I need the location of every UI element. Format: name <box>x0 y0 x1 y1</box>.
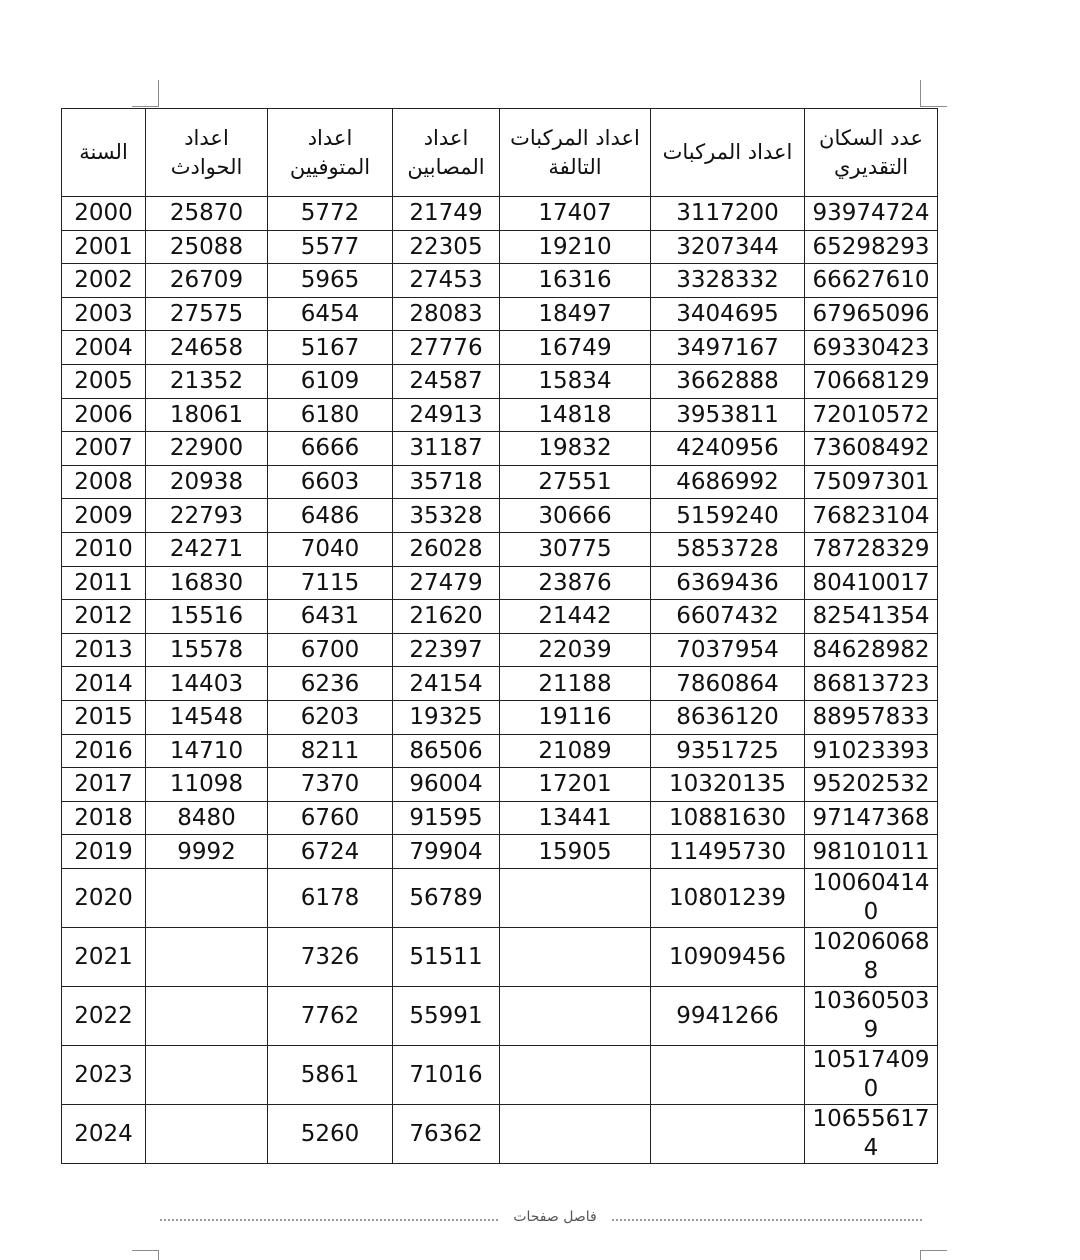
cell-vehicles: 10881630 <box>651 801 805 835</box>
cell-deaths: 6666 <box>268 432 393 466</box>
cell-damaged-vehicles <box>500 1045 651 1104</box>
cell-injuries: 79904 <box>393 835 500 869</box>
cell-damaged-vehicles: 16749 <box>500 331 651 365</box>
cell-damaged-vehicles: 19116 <box>500 700 651 734</box>
cell-year: 2002 <box>62 264 146 298</box>
table-row <box>62 667 938 701</box>
cell-injuries: 96004 <box>393 768 500 802</box>
cell-accidents <box>146 927 268 986</box>
cell-vehicles: 10909456 <box>651 927 805 986</box>
cell-damaged-vehicles: 19210 <box>500 230 651 264</box>
table-row <box>62 927 938 986</box>
cell-damaged-vehicles: 15834 <box>500 364 651 398</box>
cell-accidents <box>146 1104 268 1163</box>
cell-vehicles: 3404695 <box>651 297 805 331</box>
cell-injuries: 35718 <box>393 465 500 499</box>
cell-population: 84628982 <box>805 633 938 667</box>
cell-accidents <box>146 1045 268 1104</box>
cell-deaths: 6431 <box>268 600 393 634</box>
cell-accidents: 15516 <box>146 600 268 634</box>
cell-deaths: 6203 <box>268 700 393 734</box>
page-break-label: فاصل صفحات <box>500 1209 610 1225</box>
cell-accidents: 27575 <box>146 297 268 331</box>
cell-year: 2005 <box>62 364 146 398</box>
cell-vehicles <box>651 1045 805 1104</box>
cell-deaths: 5260 <box>268 1104 393 1163</box>
cell-accidents: 9992 <box>146 835 268 869</box>
cell-accidents: 11098 <box>146 768 268 802</box>
cell-population: 73608492 <box>805 432 938 466</box>
cell-year: 2017 <box>62 768 146 802</box>
cell-vehicles: 3953811 <box>651 398 805 432</box>
cell-year: 2016 <box>62 734 146 768</box>
cell-deaths: 7762 <box>268 986 393 1045</box>
table-row <box>62 566 938 600</box>
cell-year: 2004 <box>62 331 146 365</box>
cell-deaths: 5772 <box>268 197 393 231</box>
cell-year: 2011 <box>62 566 146 600</box>
cell-injuries: 27479 <box>393 566 500 600</box>
cell-accidents: 14403 <box>146 667 268 701</box>
cell-year: 2013 <box>62 633 146 667</box>
header-vehicles: اعداد المركبات <box>651 109 805 197</box>
cell-year: 2021 <box>62 927 146 986</box>
cell-accidents: 8480 <box>146 801 268 835</box>
cell-accidents: 22900 <box>146 432 268 466</box>
cell-damaged-vehicles: 17201 <box>500 768 651 802</box>
cell-population: 98101011 <box>805 835 938 869</box>
header-injuries: اعداد المصابين <box>393 109 500 197</box>
cell-deaths: 6724 <box>268 835 393 869</box>
cell-vehicles: 6369436 <box>651 566 805 600</box>
cell-damaged-vehicles: 30666 <box>500 499 651 533</box>
cell-deaths: 5861 <box>268 1045 393 1104</box>
cell-accidents: 26709 <box>146 264 268 298</box>
cell-damaged-vehicles: 22039 <box>500 633 651 667</box>
cell-year: 2015 <box>62 700 146 734</box>
crop-mark <box>920 1250 947 1251</box>
cell-accidents: 16830 <box>146 566 268 600</box>
cell-deaths: 6236 <box>268 667 393 701</box>
cell-injuries: 27776 <box>393 331 500 365</box>
cell-vehicles: 3497167 <box>651 331 805 365</box>
cell-deaths: 6178 <box>268 868 393 927</box>
cell-injuries: 55991 <box>393 986 500 1045</box>
cell-deaths: 5965 <box>268 264 393 298</box>
cell-year: 2008 <box>62 465 146 499</box>
cell-vehicles: 6607432 <box>651 600 805 634</box>
cell-injuries: 21620 <box>393 600 500 634</box>
cell-year: 2010 <box>62 532 146 566</box>
table-row <box>62 835 938 869</box>
cell-year: 2001 <box>62 230 146 264</box>
cell-population: 100604140 <box>805 868 938 927</box>
cell-vehicles: 5853728 <box>651 532 805 566</box>
cell-damaged-vehicles: 16316 <box>500 264 651 298</box>
cell-deaths: 6180 <box>268 398 393 432</box>
table-row <box>62 331 938 365</box>
cell-population: 67965096 <box>805 297 938 331</box>
table-row <box>62 297 938 331</box>
cell-population: 70668129 <box>805 364 938 398</box>
cell-deaths: 5167 <box>268 331 393 365</box>
cell-vehicles: 9351725 <box>651 734 805 768</box>
cell-deaths: 6109 <box>268 364 393 398</box>
cell-accidents: 24658 <box>146 331 268 365</box>
cell-deaths: 6700 <box>268 633 393 667</box>
table-row <box>62 432 938 466</box>
cell-injuries: 31187 <box>393 432 500 466</box>
cell-damaged-vehicles: 18497 <box>500 297 651 331</box>
cell-population: 65298293 <box>805 230 938 264</box>
cell-injuries: 28083 <box>393 297 500 331</box>
cell-deaths: 6603 <box>268 465 393 499</box>
cell-injuries: 19325 <box>393 700 500 734</box>
cell-year: 2006 <box>62 398 146 432</box>
cell-vehicles: 11495730 <box>651 835 805 869</box>
cell-injuries: 76362 <box>393 1104 500 1163</box>
crop-mark <box>920 106 947 107</box>
cell-damaged-vehicles: 30775 <box>500 532 651 566</box>
cell-population: 91023393 <box>805 734 938 768</box>
cell-population: 72010572 <box>805 398 938 432</box>
cell-vehicles: 10320135 <box>651 768 805 802</box>
cell-year: 2022 <box>62 986 146 1045</box>
cell-deaths: 7370 <box>268 768 393 802</box>
cell-injuries: 22397 <box>393 633 500 667</box>
table-row <box>62 532 938 566</box>
cell-accidents: 24271 <box>146 532 268 566</box>
table-row <box>62 768 938 802</box>
cell-damaged-vehicles <box>500 927 651 986</box>
table-row <box>62 986 938 1045</box>
crop-mark <box>158 80 159 107</box>
cell-accidents: 15578 <box>146 633 268 667</box>
crop-mark <box>920 1250 921 1260</box>
cell-accidents: 25088 <box>146 230 268 264</box>
cell-vehicles: 7037954 <box>651 633 805 667</box>
cell-accidents: 22793 <box>146 499 268 533</box>
cell-damaged-vehicles <box>500 986 651 1045</box>
cell-vehicles: 5159240 <box>651 499 805 533</box>
header-accidents: اعداد الحوادث <box>146 109 268 197</box>
cell-year: 2018 <box>62 801 146 835</box>
cell-injuries: 24587 <box>393 364 500 398</box>
cell-deaths: 7326 <box>268 927 393 986</box>
cell-damaged-vehicles: 14818 <box>500 398 651 432</box>
cell-damaged-vehicles: 21089 <box>500 734 651 768</box>
table-row <box>62 230 938 264</box>
cell-population: 105174090 <box>805 1045 938 1104</box>
table-row <box>62 868 938 927</box>
cell-year: 2000 <box>62 197 146 231</box>
cell-population: 97147368 <box>805 801 938 835</box>
cell-vehicles: 10801239 <box>651 868 805 927</box>
table-row <box>62 499 938 533</box>
table-row <box>62 600 938 634</box>
cell-damaged-vehicles: 19832 <box>500 432 651 466</box>
cell-damaged-vehicles: 21442 <box>500 600 651 634</box>
cell-vehicles: 4240956 <box>651 432 805 466</box>
cell-deaths: 5577 <box>268 230 393 264</box>
cell-damaged-vehicles: 23876 <box>500 566 651 600</box>
cell-year: 2012 <box>62 600 146 634</box>
cell-accidents: 20938 <box>146 465 268 499</box>
table-row <box>62 700 938 734</box>
cell-population: 103605039 <box>805 986 938 1045</box>
cell-year: 2023 <box>62 1045 146 1104</box>
cell-year: 2020 <box>62 868 146 927</box>
cell-population: 80410017 <box>805 566 938 600</box>
cell-population: 88957833 <box>805 700 938 734</box>
cell-population: 78728329 <box>805 532 938 566</box>
crop-mark <box>132 106 159 107</box>
cell-population: 76823104 <box>805 499 938 533</box>
cell-population: 75097301 <box>805 465 938 499</box>
cell-injuries: 24913 <box>393 398 500 432</box>
cell-vehicles: 7860864 <box>651 667 805 701</box>
cell-injuries: 24154 <box>393 667 500 701</box>
cell-accidents: 14710 <box>146 734 268 768</box>
crop-mark <box>920 80 921 107</box>
cell-accidents: 18061 <box>146 398 268 432</box>
cell-injuries: 86506 <box>393 734 500 768</box>
cell-population: 106556174 <box>805 1104 938 1163</box>
cell-vehicles: 3207344 <box>651 230 805 264</box>
cell-year: 2003 <box>62 297 146 331</box>
cell-damaged-vehicles: 17407 <box>500 197 651 231</box>
header-year: السنة <box>62 109 146 197</box>
table-row <box>62 197 938 231</box>
crop-mark <box>132 1250 159 1251</box>
table-row <box>62 398 938 432</box>
table-row <box>62 734 938 768</box>
cell-accidents <box>146 868 268 927</box>
cell-deaths: 6454 <box>268 297 393 331</box>
cell-year: 2024 <box>62 1104 146 1163</box>
table-row <box>62 364 938 398</box>
cell-injuries: 51511 <box>393 927 500 986</box>
cell-damaged-vehicles: 15905 <box>500 835 651 869</box>
header-row <box>62 109 938 197</box>
cell-vehicles: 9941266 <box>651 986 805 1045</box>
cell-deaths: 7115 <box>268 566 393 600</box>
cell-deaths: 7040 <box>268 532 393 566</box>
cell-deaths: 6486 <box>268 499 393 533</box>
cell-injuries: 22305 <box>393 230 500 264</box>
traffic-statistics-table <box>61 108 938 1164</box>
cell-accidents: 21352 <box>146 364 268 398</box>
cell-population: 102060688 <box>805 927 938 986</box>
cell-deaths: 6760 <box>268 801 393 835</box>
cell-vehicles: 8636120 <box>651 700 805 734</box>
cell-population: 66627610 <box>805 264 938 298</box>
cell-accidents: 14548 <box>146 700 268 734</box>
cell-population: 86813723 <box>805 667 938 701</box>
cell-population: 95202532 <box>805 768 938 802</box>
header-population: عدد السكان التقديري <box>805 109 938 197</box>
cell-accidents <box>146 986 268 1045</box>
cell-vehicles: 3328332 <box>651 264 805 298</box>
table-row <box>62 801 938 835</box>
cell-year: 2007 <box>62 432 146 466</box>
cell-year: 2009 <box>62 499 146 533</box>
table-row <box>62 264 938 298</box>
header-damaged-vehicles: اعداد المركبات التالفة <box>500 109 651 197</box>
cell-injuries: 35328 <box>393 499 500 533</box>
cell-injuries: 26028 <box>393 532 500 566</box>
crop-mark <box>158 1250 159 1260</box>
cell-population: 69330423 <box>805 331 938 365</box>
table-row <box>62 1045 938 1104</box>
table-row <box>62 1104 938 1163</box>
table-row <box>62 465 938 499</box>
cell-vehicles: 3117200 <box>651 197 805 231</box>
cell-injuries: 56789 <box>393 868 500 927</box>
cell-year: 2014 <box>62 667 146 701</box>
cell-population: 93974724 <box>805 197 938 231</box>
cell-damaged-vehicles <box>500 868 651 927</box>
cell-damaged-vehicles: 13441 <box>500 801 651 835</box>
cell-injuries: 71016 <box>393 1045 500 1104</box>
cell-vehicles: 4686992 <box>651 465 805 499</box>
table-row <box>62 633 938 667</box>
cell-vehicles <box>651 1104 805 1163</box>
cell-vehicles: 3662888 <box>651 364 805 398</box>
cell-injuries: 27453 <box>393 264 500 298</box>
cell-year: 2019 <box>62 835 146 869</box>
cell-deaths: 8211 <box>268 734 393 768</box>
cell-damaged-vehicles: 27551 <box>500 465 651 499</box>
cell-population: 82541354 <box>805 600 938 634</box>
cell-damaged-vehicles: 21188 <box>500 667 651 701</box>
header-deaths: اعداد المتوفيين <box>268 109 393 197</box>
cell-accidents: 25870 <box>146 197 268 231</box>
cell-injuries: 21749 <box>393 197 500 231</box>
cell-injuries: 91595 <box>393 801 500 835</box>
cell-damaged-vehicles <box>500 1104 651 1163</box>
